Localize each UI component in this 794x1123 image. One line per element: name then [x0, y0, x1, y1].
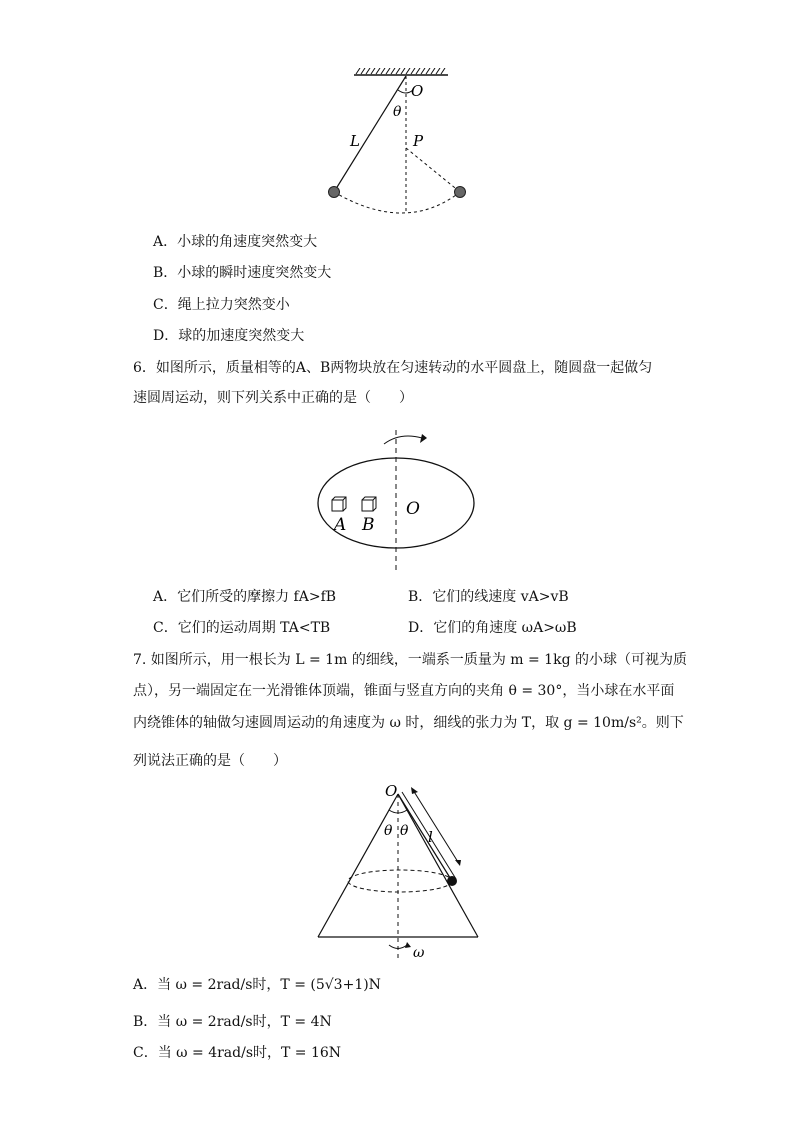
label-l: l [428, 828, 433, 846]
q6-option-a: A．它们所受的摩擦力 fA>fB [153, 589, 337, 605]
q6-option-d: D．它们的角速度 ωA>ωB [408, 620, 577, 636]
label-theta-right: θ [400, 823, 409, 839]
pendulum-figure [320, 68, 480, 218]
q7-option-c: C．当 ω = 4rad/s时，T = 16N [133, 1045, 342, 1061]
label-O: O [411, 82, 424, 100]
q5-option-a: A．小球的角速度突然变大 [153, 234, 318, 250]
cone-figure [310, 780, 490, 965]
label-L: L [350, 132, 360, 150]
q6-stem-line2: 速圆周运动，则下列关系中正确的是（ ） [133, 390, 413, 406]
label-theta-left: θ [384, 823, 393, 839]
q7-stem-line2: 点），另一端固定在一光滑锥体顶端，锥面与竖直方向的夹角 θ = 30°，当小球在水平面 [133, 683, 675, 699]
q7-option-b: B．当 ω = 2rad/s时，T = 4N [133, 1014, 332, 1030]
q7-stem-line4: 列说法正确的是（ ） [133, 753, 287, 769]
label-theta: θ [393, 104, 402, 120]
q5-option-c: C．绳上拉力突然变小 [153, 297, 290, 313]
label-B: B [362, 515, 375, 535]
q6-option-b: B．它们的线速度 vA>vB [408, 589, 569, 605]
q6-option-c: C．它们的运动周期 TA<TB [153, 620, 331, 636]
q7-option-a: A．当 ω = 2rad/s时，T = (5√3+1)N [133, 977, 381, 993]
q7-stem-line1: 7. 如图所示，用一根长为 L = 1m 的细线，一端系一质量为 m = 1kg 的小球（可视为质 [133, 652, 687, 668]
q6-stem-line1: 6．如图所示，质量相等的A、B两物块放在匀速转动的水平圆盘上，随圆盘一起做匀 [133, 360, 653, 376]
q7-stem-line3: 内绕锥体的轴做匀速圆周运动的角速度为 ω 时，细线的张力为 T，取 g = 10m/s²。则下 [133, 715, 684, 731]
q5-option-b: B．小球的瞬时速度突然变大 [153, 265, 332, 281]
label-O: O [385, 782, 398, 800]
q5-option-d: D．球的加速度突然变大 [153, 328, 305, 344]
label-O: O [406, 499, 420, 519]
label-P: P [413, 132, 424, 150]
label-omega: ω [413, 945, 425, 961]
turntable-figure [310, 428, 490, 578]
label-A: A [334, 515, 347, 535]
